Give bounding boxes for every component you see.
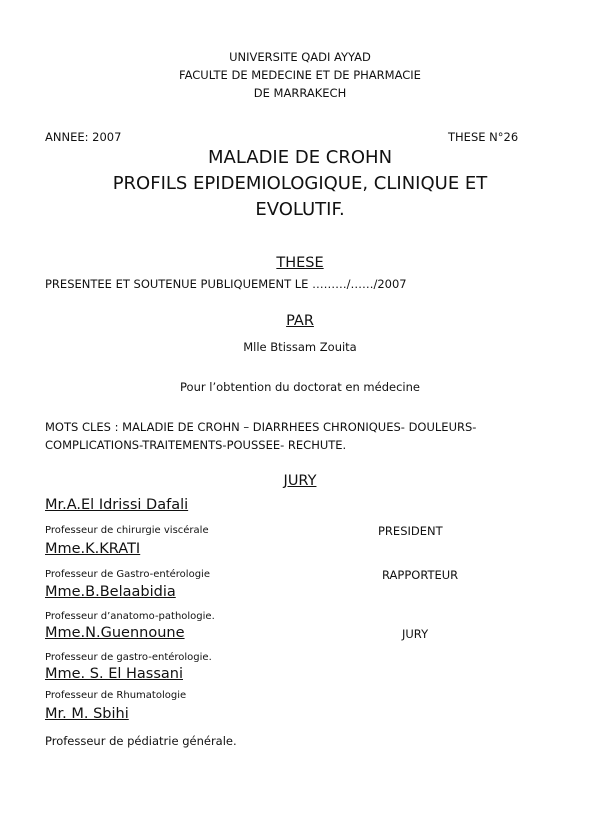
jury-member-title: Professeur de Gastro-entérologie (45, 569, 210, 580)
jury-member-name: Mme.K.KRATI (45, 541, 141, 557)
thesis-title-line2: PROFILS EPIDEMIOLOGIQUE, CLINIQUE ET (112, 173, 488, 194)
jury-heading: JURY (283, 473, 317, 489)
presentation-date-line: PRESENTEE ET SOUTENUE PUBLIQUEMENT LE ………/……/2007 (45, 277, 407, 291)
jury-member-title: Professeur de Rhumatologie (45, 690, 187, 701)
these-heading: THESE (276, 255, 324, 271)
jury-member-role: RAPPORTEUR (382, 568, 459, 582)
thesis-number: THESE N°26 (448, 130, 519, 144)
jury-member-title: Professeur de gastro-entérologie. (45, 652, 212, 663)
keywords-line1: MOTS CLES : MALADIE DE CROHN – DIARRHEES CHRONIQUES- DOULEURS- (45, 420, 477, 434)
jury-member-name: Mme. S. El Hassani (45, 666, 183, 682)
degree-purpose: Pour l’obtention du doctorat en médecine (180, 380, 420, 394)
jury-member-name: Mr. M. Sbihi (45, 706, 129, 722)
jury-member-name: Mr.A.El Idrissi Dafali (45, 497, 189, 513)
jury-member-name: Mme.B.Belaabidia (45, 584, 176, 600)
thesis-title-line3: EVOLUTIF. (255, 199, 345, 220)
jury-member-title: Professeur d’anatomo-pathologie. (45, 611, 215, 622)
faculty-name: FACULTE DE MEDECINE ET DE PHARMACIE (179, 68, 421, 82)
jury-member-title: Professeur de chirurgie viscérale (45, 525, 209, 536)
thesis-year: ANNEE: 2007 (45, 130, 122, 144)
jury-member-role: PRESIDENT (378, 524, 443, 538)
jury-member-name: Mme.N.Guennoune (45, 625, 185, 641)
jury-member-title: Professeur de pédiatrie générale. (45, 734, 237, 748)
thesis-title-line1: MALADIE DE CROHN (207, 147, 393, 168)
university-name: UNIVERSITE QADI AYYAD (229, 50, 371, 64)
jury-member-role: JURY (402, 627, 429, 641)
keywords-line2: COMPLICATIONS-TRAITEMENTS-POUSSEE- RECHUTE. (45, 438, 347, 452)
par-heading: PAR (286, 313, 314, 329)
author-name: Mlle Btissam Zouita (243, 340, 357, 354)
faculty-city: DE MARRAKECH (253, 86, 347, 100)
